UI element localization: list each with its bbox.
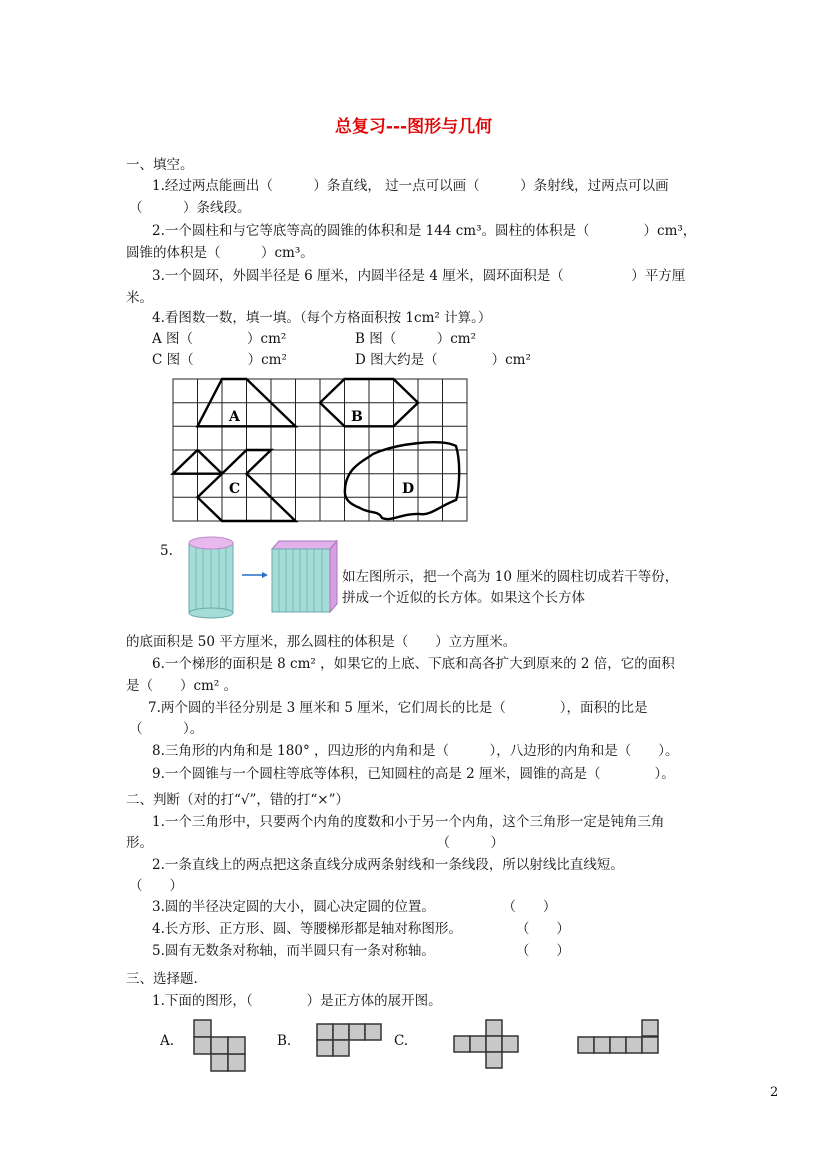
- section-1-heading: 一、填空。: [126, 157, 194, 173]
- label-a: A: [229, 409, 240, 425]
- judge-4: 4.长方形、正方形、圆、等腰梯形都是轴对称图形。 （ ）: [152, 921, 570, 937]
- q4-answer-c: C 图（ ）cm²: [152, 352, 287, 368]
- judge-2-line2: （ ）: [129, 878, 183, 894]
- q2-line1: 2.一个圆柱和与它等底等高的圆锥的体积和是 144 cm³。圆柱的体积是（ ）cm³，: [152, 223, 697, 239]
- section-2-heading: 二、判断（对的打“√”，错的打“×”）: [126, 792, 350, 808]
- q4-answer-d: D 图大约是（ ）cm²: [355, 352, 531, 368]
- q7-line1: 7.两个圆的半径分别是 3 厘米和 5 厘米，它们周长的比是（ ），面积的比是: [148, 700, 648, 716]
- arrow-icon: [262, 572, 268, 578]
- grid-lines: [173, 379, 467, 521]
- grid-figure: [170, 376, 470, 524]
- net-c: [454, 1020, 518, 1068]
- choice-1-line: 1.下面的图形，（ ）是正方体的展开图。: [152, 993, 442, 1009]
- q5-number: 5.: [160, 543, 173, 559]
- q3-line2: 米。: [126, 290, 153, 306]
- judge-1-line2: 形。 （ ）: [126, 835, 504, 851]
- judge-5: 5.圆有无数条对称轴，而半圆只有一条对称轴。 （ ）: [152, 943, 570, 959]
- q2-line2: 圆锥的体积是（ ）cm³。: [126, 245, 314, 261]
- q5-line3: 的底面积是 50 平方厘米，那么圆柱的体积是（ ）立方厘米。: [126, 634, 517, 650]
- judge-3: 3.圆的半径决定圆的大小，圆心决定圆的位置。 （ ）: [152, 899, 557, 915]
- q6-line1: 6.一个梯形的面积是 8 cm² ，如果它的上底、下底和高各扩大到原来的 2 倍，它的面积: [152, 656, 675, 672]
- q4-line: 4.看图数一数，填一填。（每个方格面积按 1cm² 计算。）: [152, 310, 492, 326]
- net-options-figure: [180, 1015, 670, 1075]
- q7-line2: （ ）。: [129, 721, 204, 737]
- q1-line2: （ ）条线段。: [129, 200, 251, 216]
- label-c: C: [229, 481, 241, 497]
- page-number: 2: [770, 1085, 779, 1100]
- label-b: B: [351, 409, 363, 425]
- judge-2-line1: 2.一条直线上的两点把这条直线分成两条射线和一条线段，所以射线比直线短。: [152, 857, 624, 873]
- q9-line: 9.一个圆锥与一个圆柱等底等体积，已知圆柱的高是 2 厘米，圆锥的高是（ ）。: [152, 766, 675, 782]
- q1-line1: 1.经过两点能画出（ ）条直线， 过一点可以画（ ）条射线，过两点可以画: [152, 178, 669, 194]
- option-a-label: A.: [160, 1033, 175, 1049]
- judge-1-line1: 1.一个三角形中，只要两个内角的度数和小于另一个内角，这个三角形一定是钝角三角: [152, 814, 665, 830]
- net-a: [194, 1020, 245, 1071]
- q6-line2: 是（ ）cm² 。: [126, 678, 238, 694]
- q4-answer-b: B 图（ ）cm²: [355, 331, 476, 347]
- net-d: [578, 1020, 658, 1053]
- label-d: D: [402, 481, 415, 497]
- cylinder-image: [189, 537, 233, 618]
- section-3-heading: 三、选择题.: [126, 971, 198, 987]
- q5-text-line2: 拼成一个近似的长方体。如果这个长方体: [342, 590, 585, 606]
- option-b-label: B.: [277, 1033, 292, 1049]
- cylinder-to-cuboid-figure: [182, 535, 342, 620]
- page-title: 总复习---图形与几何: [334, 117, 493, 137]
- option-c-label: C.: [394, 1033, 409, 1049]
- net-b: [317, 1024, 381, 1056]
- q3-line1: 3.一个圆环，外圆半径是 6 厘米，内圆半径是 4 厘米，圆环面积是（ ）平方厘: [152, 268, 686, 284]
- q4-answer-a: A 图（ ）cm²: [152, 331, 287, 347]
- q5-text-line1: 如左图所示，把一个高为 10 厘米的圆柱切成若干等份，: [342, 569, 679, 585]
- q8-line: 8.三角形的内角和是 180° ，四边形的内角和是（ ），八边形的内角和是（ ）。: [152, 743, 679, 759]
- cuboid-image: [272, 541, 337, 612]
